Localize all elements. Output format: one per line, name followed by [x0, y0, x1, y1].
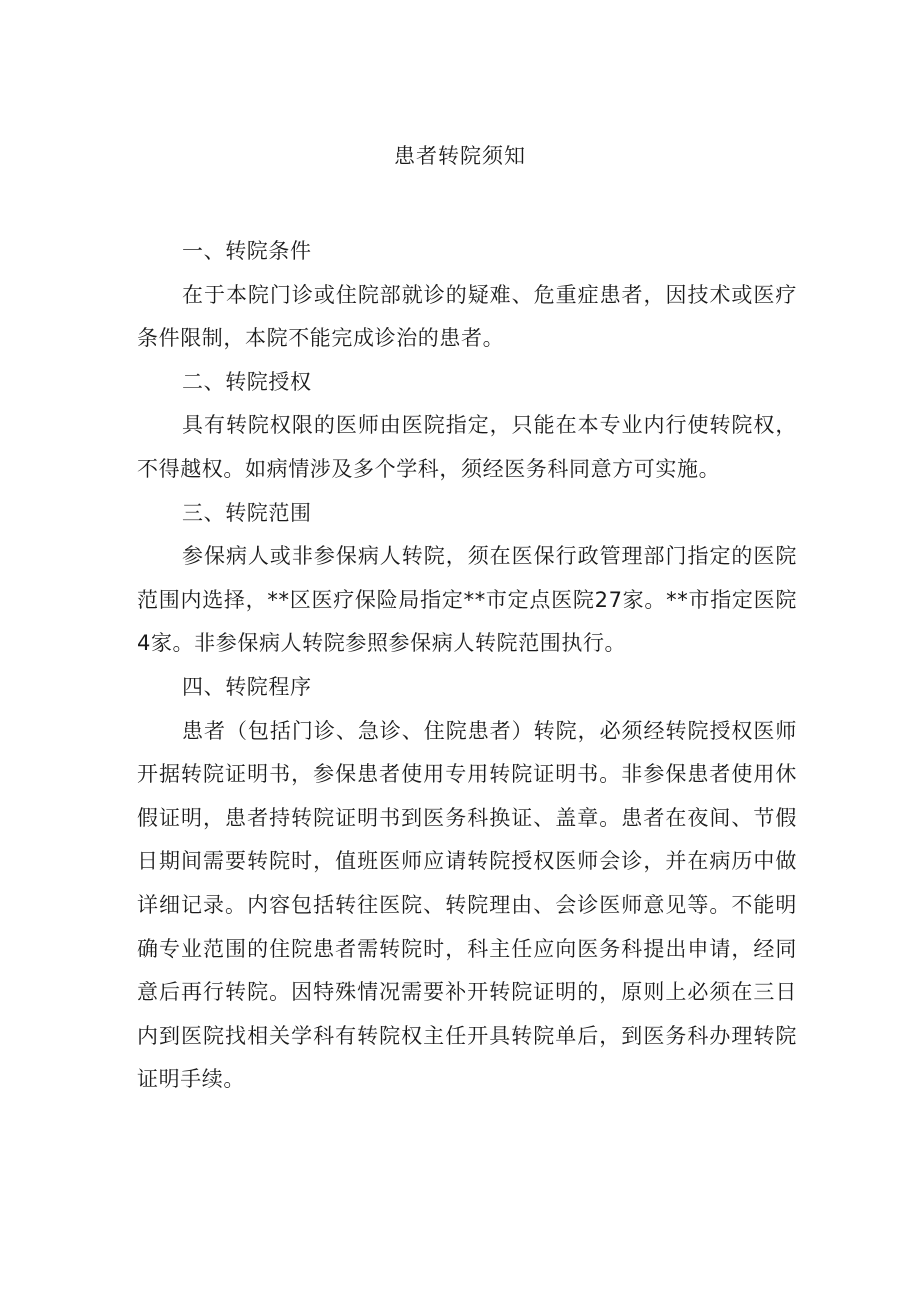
section-paragraph-procedure: 患者（包括门诊、急诊、住院患者）转院，必须经转院授权医师开据转院证明书，参保患者使用专用转院证明书。非参保患者使用休假证明，患者持转院证明书到医务科换证、盖章。患者在夜间、节假日期间需要转院时，值班医师应请转院授权医师会诊，并在病历中做详细记录。内容包括转往医院、转院理由、会诊医师意见等。不能明确专业范围的住院患者需转院时，科主任应向医务科提出申请，经同意后再行转院。因特殊情况需要补开转院证明的，原则上必须在三日内到医院找相关学科有转院权主任开具转院单后，到医务科办理转院证明手续。: [137, 718, 797, 1092]
section-heading-conditions: 一、转院条件: [182, 239, 312, 263]
section-paragraph-conditions: 在于本院门诊或住院部就诊的疑难、危重症患者，因技术或医疗条件限制，本院不能完成诊治的患者。: [137, 282, 797, 351]
section-heading-scope: 三、转院范围: [182, 500, 312, 525]
section-heading-procedure: 四、转院程序: [182, 674, 312, 699]
section-paragraph-scope: 参保病人或非参保病人转院，须在医保行政管理部门指定的医院范围内选择，**区医疗保险局指定**市定点医院27家。**市指定医院4家。非参保病人转院参照参保病人转院范围执行。: [137, 544, 797, 656]
section-heading-authorization: 二、转院授权: [182, 369, 312, 394]
document-title: 患者转院须知: [394, 144, 526, 168]
document-body: [137, 230, 797, 1102]
section-paragraph-authorization: 具有转院权限的医师由医院指定，只能在本专业内行使转院权，不得越权。如病情涉及多个学科，须经医务科同意方可实施。: [137, 413, 797, 481]
